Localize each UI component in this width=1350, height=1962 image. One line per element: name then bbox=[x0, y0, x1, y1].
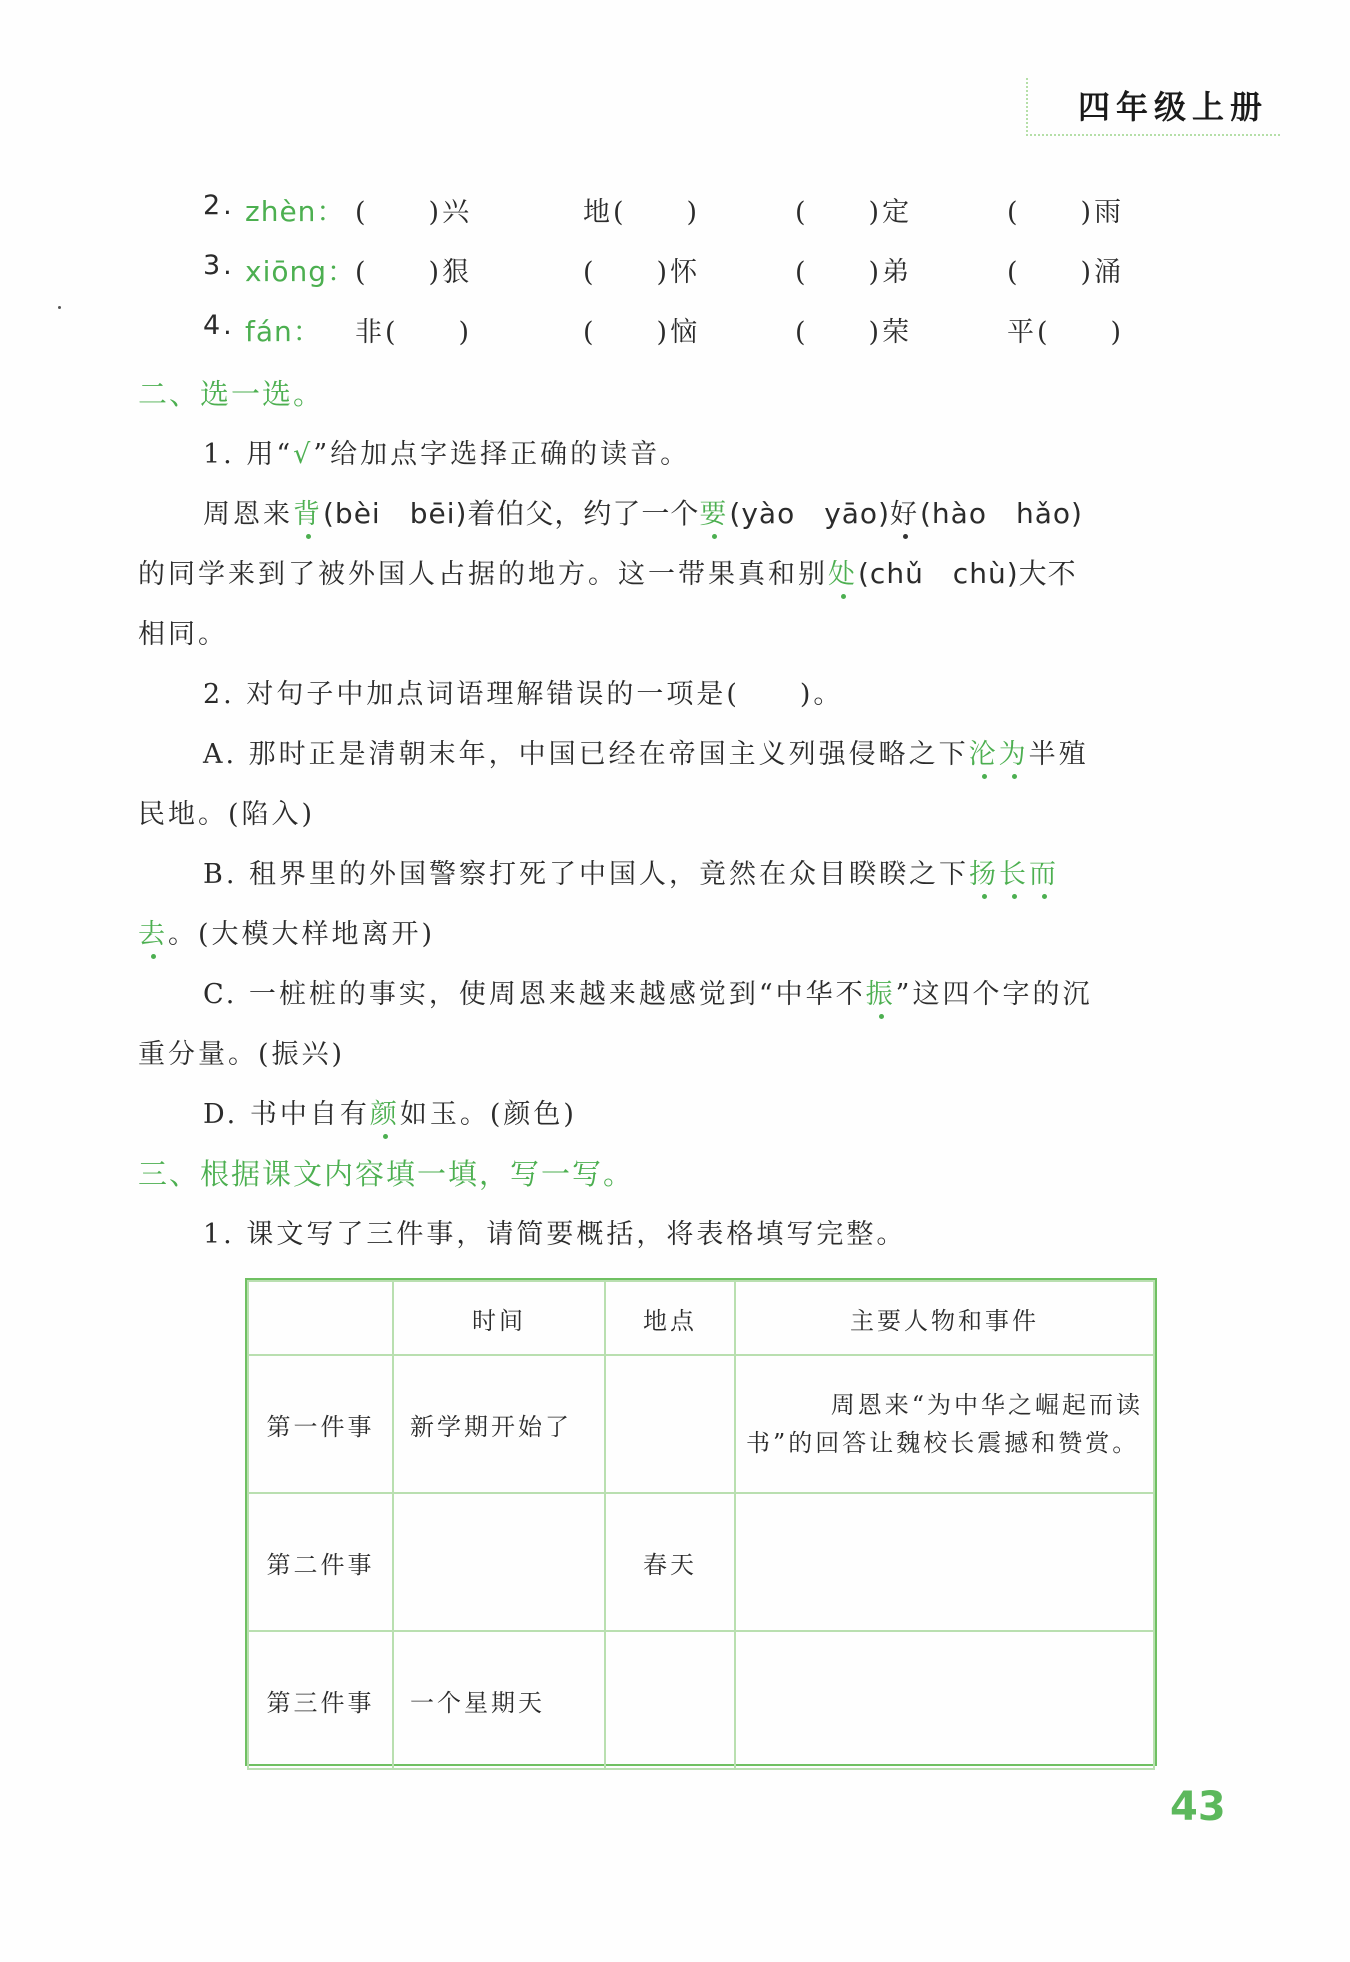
summary-table bbox=[245, 1278, 1157, 1766]
option-b-line-2: 去。(大模大样地离开) bbox=[138, 912, 435, 951]
dotted-char: 要 bbox=[699, 492, 729, 531]
scan-speck bbox=[58, 306, 61, 309]
option-d: D. 书中自有颜如玉。(颜色) bbox=[203, 1092, 577, 1131]
dotted-char: 沦 bbox=[969, 732, 999, 771]
event-cell[interactable] bbox=[735, 1631, 1154, 1769]
pinyin-choice[interactable]: (hào hǎo) bbox=[920, 497, 1083, 530]
place-cell[interactable]: 春天 bbox=[605, 1493, 735, 1631]
q2-prompt[interactable]: 2. 对句子中加点词语理解错误的一项是( )。 bbox=[203, 679, 844, 710]
header-cell: 地点 bbox=[605, 1281, 735, 1355]
table-header-row bbox=[248, 1281, 1154, 1355]
dotted-char: 而 bbox=[1029, 852, 1059, 891]
grade-tag bbox=[1026, 78, 1280, 136]
table-row bbox=[248, 1631, 1154, 1769]
row-label: 第三件事 bbox=[248, 1631, 393, 1769]
dotted-char: 好 bbox=[890, 492, 920, 531]
dotted-char: 颜 bbox=[370, 1092, 400, 1131]
header-cell bbox=[248, 1281, 393, 1355]
event-cell[interactable]: 周恩来“为中华之崛起而读 书”的回答让魏校长震撼和赞赏。 bbox=[735, 1355, 1154, 1493]
page-number: 43 bbox=[1170, 1784, 1226, 1830]
row-label: 第一件事 bbox=[248, 1355, 393, 1493]
row-label: 第二件事 bbox=[248, 1493, 393, 1631]
dotted-char: 去 bbox=[138, 912, 168, 951]
blank-c[interactable]: ( )定 bbox=[795, 197, 913, 228]
header-cell: 时间 bbox=[393, 1281, 605, 1355]
section-3-q1: 1. 课文写了三件事，请简要概括，将表格填写完整。 bbox=[203, 1219, 907, 1250]
blank-d[interactable]: 平( ) bbox=[1007, 317, 1125, 348]
pinyin-choice[interactable]: (chǔ chù)大不 bbox=[858, 557, 1077, 590]
section-2-title: 二、选一选。 bbox=[138, 377, 325, 411]
blank-d[interactable]: ( )雨 bbox=[1007, 197, 1125, 228]
option-c-line-2: 重分量。(振兴) bbox=[138, 1039, 346, 1070]
option-b-line-1: B. 租界里的外国警察打死了中国人，竟然在众目睽睽之下扬长而 bbox=[203, 852, 1059, 891]
blank-d[interactable]: ( )涌 bbox=[1007, 257, 1125, 288]
blank-a[interactable]: ( )兴 bbox=[355, 197, 473, 228]
option-a-line-2: 民地。(陷入) bbox=[138, 799, 316, 830]
header-cell: 主要人物和事件 bbox=[735, 1281, 1154, 1355]
checkmark-icon: √ bbox=[293, 439, 314, 470]
blank-c[interactable]: ( )弟 bbox=[795, 257, 913, 288]
table-row bbox=[248, 1493, 1154, 1631]
time-cell[interactable]: 新学期开始了 bbox=[393, 1355, 605, 1493]
pinyin-choice[interactable]: (bèi bēi)着伯父，约了一个 bbox=[323, 497, 700, 530]
table-row bbox=[248, 1355, 1154, 1493]
event-cell[interactable] bbox=[735, 1493, 1154, 1631]
place-cell[interactable] bbox=[605, 1631, 735, 1769]
dotted-char: 背 bbox=[293, 492, 323, 531]
workbook-page: 四年级上册 2. zhèn： ( )兴 地( ) ( )定 ( )雨 3. xiōng： ( )狠 ( )怀 ( )弟 ( )涌 4. fán： 非( ) ( )恼 ( )荣 平( ) 二、选一选。 1. 用“√”给加点字选择正确的读音。 周恩来背(bèi bēi)着伯父，约了一个要(yào yāo)好(hào hǎo) 的同学来到了被外国人占据的地方。这一带果真和别处(chǔ chù)大不 相同。 2. 对句子中加点词语理解错误的一项是( )。 A. 那时正是清朝末年，中国已经在帝国主义列强侵略之下沦为半殖 民地。(陷入) B. 租界里的外国警察打死了中国人，竟然在众目睽睽之下扬长而 去。(大模大样地离开) C. 一桩桩的事实，使周恩来越来越感觉到“中华不振”这四个字的沉 重分量。(振兴) D. 书中自有颜如玉。(颜色) 三、根据课文内容填一填，写一写。 1. 课文写了三件事，请简要概括，将表格填写完整。 时间 地点 主要人物和事件 第一件事 新学期开始了 周恩来“为中华之崛起而读 书”的回答让魏校长震撼和赞赏。 第二件事 春天 第三件事 一个星期天 43 bbox=[0, 0, 1350, 1962]
option-c-line-1: C. 一桩桩的事实，使周恩来越来越感觉到“中华不振”这四个字的沉 bbox=[203, 972, 1092, 1011]
pinyin-choice[interactable]: (yào yāo) bbox=[729, 497, 890, 530]
q1-passage-line-3: 相同。 bbox=[138, 619, 228, 650]
q1-passage-line-1: 周恩来背(bèi bēi)着伯父，约了一个要(yào yāo)好(hào hǎo) bbox=[203, 492, 1083, 532]
blank-b[interactable]: ( )怀 bbox=[583, 257, 701, 288]
dotted-char: 扬 bbox=[969, 852, 999, 891]
grade-label: 四年级上册 bbox=[1077, 88, 1268, 126]
place-cell[interactable] bbox=[605, 1355, 735, 1493]
time-cell[interactable] bbox=[393, 1493, 605, 1631]
blank-a[interactable]: ( )狠 bbox=[355, 257, 473, 288]
dotted-char: 长 bbox=[999, 852, 1029, 891]
option-a-line-1: A. 那时正是清朝末年，中国已经在帝国主义列强侵略之下沦为半殖 bbox=[203, 732, 1089, 771]
section-3-title: 三、根据课文内容填一填，写一写。 bbox=[138, 1157, 635, 1191]
blank-b[interactable]: ( )恼 bbox=[583, 317, 701, 348]
blank-a[interactable]: 非( ) bbox=[355, 317, 473, 348]
q1-prompt: 1. 用“√”给加点字选择正确的读音。 bbox=[203, 439, 691, 470]
dotted-char: 为 bbox=[999, 732, 1029, 771]
blank-b[interactable]: 地( ) bbox=[583, 197, 701, 228]
blank-c[interactable]: ( )荣 bbox=[795, 317, 913, 348]
q1-passage-line-2: 的同学来到了被外国人占据的地方。这一带果真和别处(chǔ chù)大不 bbox=[138, 552, 1077, 592]
dotted-char: 振 bbox=[866, 972, 896, 1011]
dotted-char: 处 bbox=[828, 552, 858, 591]
time-cell[interactable]: 一个星期天 bbox=[393, 1631, 605, 1769]
